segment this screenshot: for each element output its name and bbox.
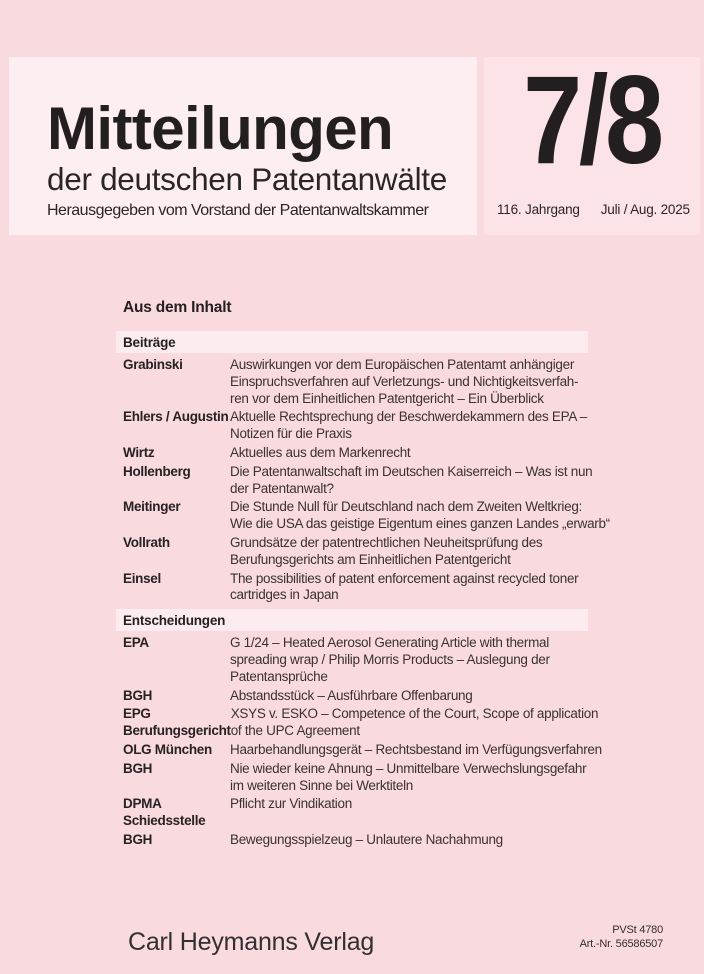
toc-label: BGH (123, 687, 153, 703)
footer-post-number: PVSt 4780 (612, 924, 663, 936)
footer-print-info (580, 923, 663, 951)
toc-title-lines: Die Stunde Null für Deutschland nach dem Zweiten Weltkrieg: Wie die USA das geistige Eigentum eines ganzen Landes „erwarb“ (230, 499, 610, 532)
toc-title-lines: Grundsätze der patentrechtlichen Neuheitsprüfung des Berufungsgerichts am Einheitlichen Patentgericht (230, 534, 543, 567)
toc-title-lines: Aktuelles aus dem Markenrecht (230, 444, 411, 460)
section-title: Beiträge (123, 334, 176, 350)
toc-label: Hollenberg (123, 463, 191, 479)
footer-article-number: Art.-Nr. 56586507 (579, 938, 663, 950)
toc-title-lines: Abstandsstück – Ausführbare Offenbarung (230, 687, 473, 703)
toc-row (116, 706, 599, 740)
toc-row (116, 635, 588, 685)
table-of-contents (116, 299, 610, 854)
toc-row (116, 409, 588, 443)
toc-label: Grabinski (123, 357, 183, 372)
issue-meta (484, 202, 700, 217)
issue-date: Juli / Aug. 2025 (600, 202, 690, 217)
toc-title-lines: Die Patentanwaltschaft im Deutschen Kaiserreich – Was ist nun der Patentanwalt? (230, 463, 593, 496)
toc-row (116, 761, 588, 795)
toc-row (116, 445, 588, 462)
toc-title-lines: The possibilities of patent enforcement against recycled toner cartridges in Japan (230, 570, 579, 603)
journal-title: Mitteilungen (47, 95, 394, 162)
footer-publisher: Carl Heymanns Verlag (128, 928, 375, 956)
toc-row (116, 499, 610, 533)
toc-title-lines: XSYS v. ESKO – Competence of the Court, Scope of application of the UPC Agreement (230, 706, 599, 739)
toc-label: Meitinger (123, 499, 181, 515)
issue-number: 7/8 (523, 51, 661, 190)
section-band-1 (116, 609, 588, 631)
section-entries-0 (116, 357, 610, 604)
toc-label: DPMA Schiedsstelle (123, 796, 206, 829)
toc-row (116, 571, 588, 605)
toc-row (116, 463, 593, 498)
section-band-0 (116, 331, 588, 353)
toc-title-lines: Nie wieder keine Ahnung – Unmittelbare Verwechslungsgefahr im weiteren Sinne bei Werktiteln (230, 760, 587, 793)
toc-label: Ehlers / Augustin (123, 409, 229, 425)
toc-title-lines: Aktuelle Rechtsprechung der Beschwerdekammern des EPA – Notizen für die Praxis (230, 409, 587, 442)
toc-label: OLG München (123, 741, 212, 757)
toc-title-lines: Auswirkungen vor dem Europäischen Patentamt anhängiger Einspruchsverfahren auf Verletzungs- und Nichtigkeitsverfah- ren vor dem Einheitlichen Patentgericht – Ein Überblick (230, 357, 579, 406)
section-title: Entscheidungen (123, 612, 226, 628)
toc-label: BGH (123, 831, 153, 847)
contents-sections (116, 331, 610, 849)
toc-label: EPA (123, 635, 149, 651)
volume-label: 116. Jahrgang (497, 202, 580, 217)
contents-heading: Aus dem Inhalt (123, 299, 232, 316)
toc-row (116, 357, 588, 407)
toc-label: EPG Berufungsgericht (123, 706, 231, 739)
toc-label: Vollrath (123, 534, 170, 550)
toc-title-lines: Bewegungsspielzeug – Unlautere Nachahmung (230, 831, 503, 847)
toc-row (116, 535, 588, 569)
publisher-line: Herausgegeben vom Vorstand der Patentanwaltskammer (47, 202, 429, 220)
toc-row (116, 796, 588, 830)
masthead-panel (9, 57, 477, 235)
toc-label: Einsel (123, 570, 161, 586)
toc-title-lines: Pflicht zur Vindikation (230, 796, 352, 812)
toc-row (116, 832, 588, 849)
section-entries-1 (116, 635, 602, 849)
journal-subtitle: der deutschen Patentanwälte (47, 161, 447, 197)
toc-label: BGH (123, 760, 153, 776)
toc-row (116, 741, 602, 759)
toc-label: Wirtz (123, 444, 155, 460)
toc-title-lines: G 1/24 – Heated Aerosol Generating Article with thermal spreading wrap / Philip Morris Products – Auslegung der Patentansprüche (230, 635, 550, 684)
toc-title-lines: Haarbehandlungsgerät – Rechtsbestand im Verfügungsverfahren (230, 741, 602, 757)
issue-box (484, 51, 700, 235)
toc-row (116, 688, 588, 705)
